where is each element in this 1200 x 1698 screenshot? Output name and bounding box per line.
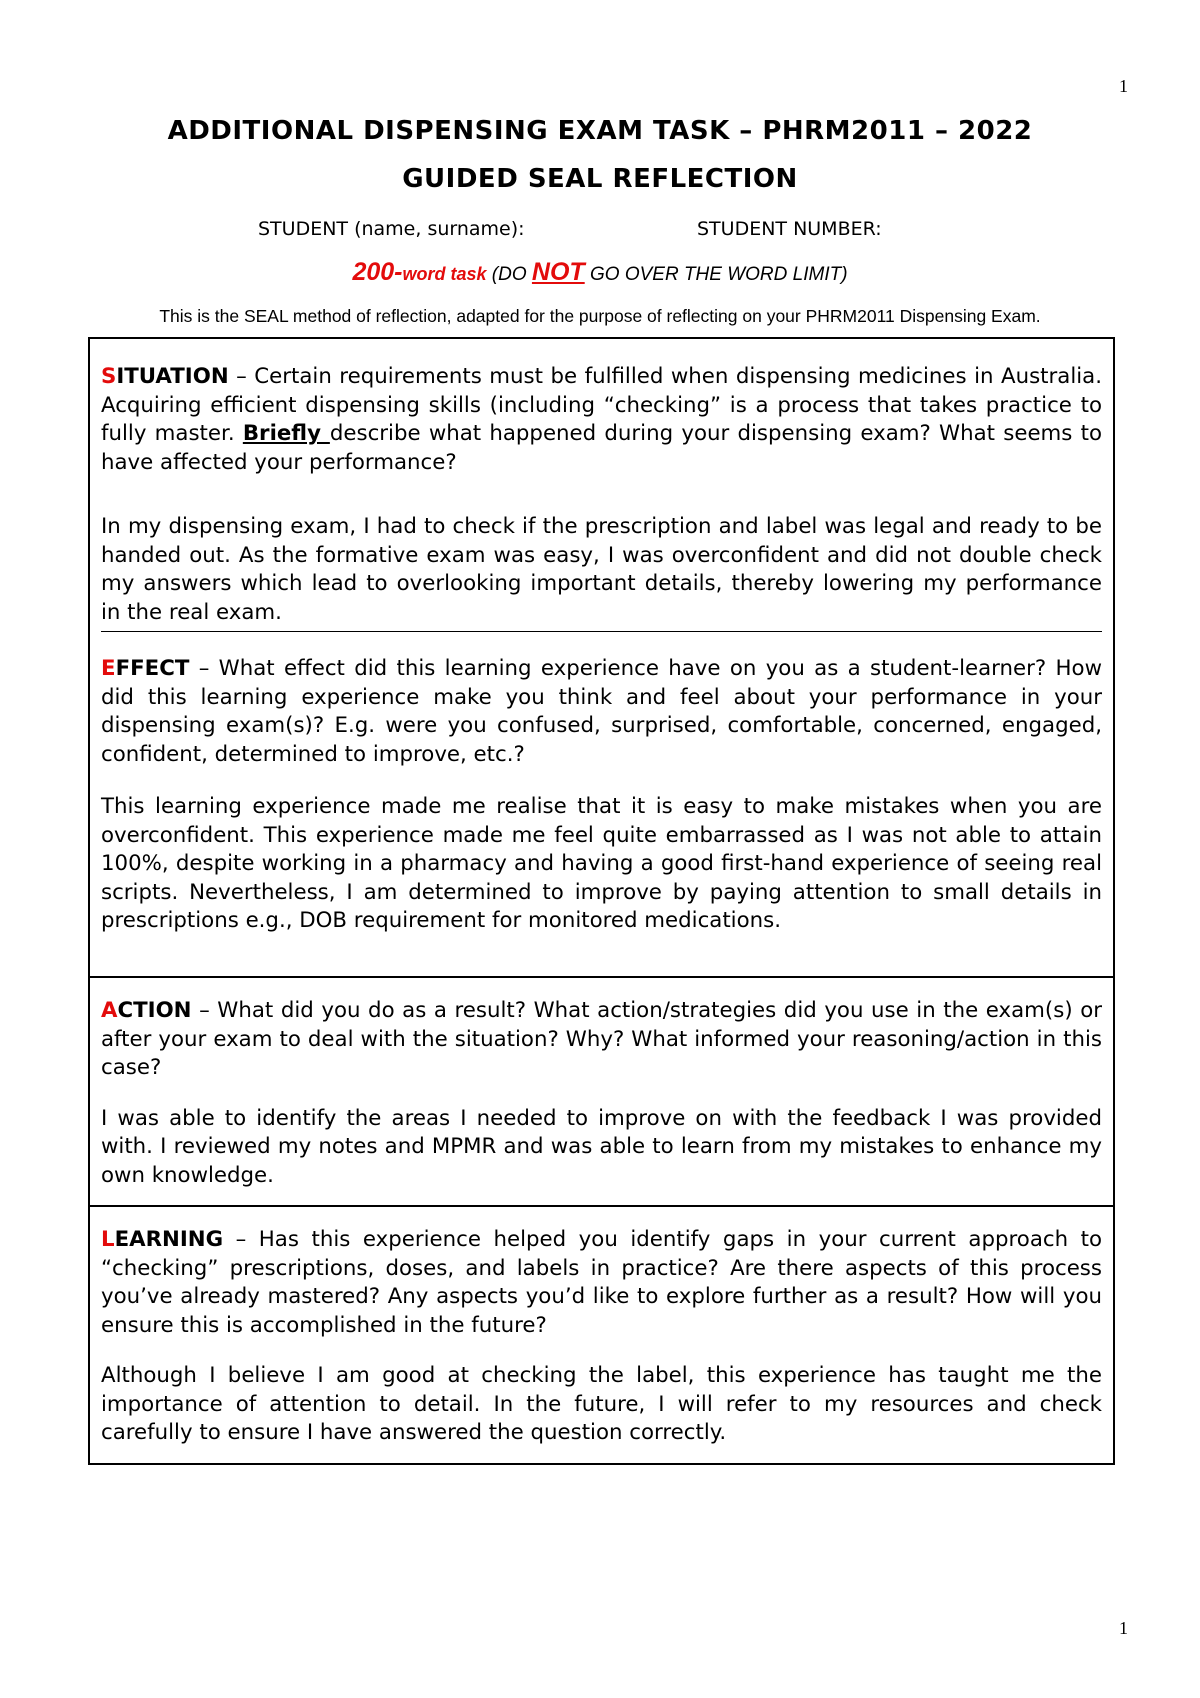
situation-prompt — [101, 363, 1102, 477]
page-number-bottom: 1 — [1119, 1618, 1128, 1638]
word-limit-instruction — [0, 258, 1200, 287]
learning-answer: Although I believe I am good at checking the label, this experience has taught me the importance of attention to detail. In the future, I will refer to my resources and check carefully to ensure I have answered the question correctly. — [101, 1363, 1102, 1445]
action-answer: I was able to identify the areas I needed to improve on with the feedback I was provided with. I reviewed my notes and MPMR and was able to learn from my mistakes to enhance my own knowledge. — [101, 1105, 1102, 1188]
effect-divider — [90, 976, 1113, 978]
section-action — [90, 997, 1113, 1190]
effect-answer: This learning experience made me realise that it is easy to make mistakes when you are overconfident. This experience made me feel quite embarrassed as I was not able to attain 100%, despite working in a pharmacy and having a good first-hand experience of seeing real scripts. Nevertheless, I am determined to improve by paying attention to small details in prescriptions e.g., DOB requirement for monitored medications. — [101, 794, 1102, 933]
learning-prompt-text: – Has this experience helped you identify gaps in your current approach to “checking” prescriptions, doses, and labels in practice? Are there aspects of this process you’ve already mastered? Any aspects you’d like to explore further as a result? How will you ensure this is accomplished in the future? — [101, 1227, 1102, 1338]
section-learning — [90, 1226, 1113, 1448]
action-prompt-text: – What did you do as a result? What action/strategies did you use in the exam(s) or after your exam to deal with the situation? Why? What informed your reasoning/action in this case? — [101, 998, 1102, 1080]
action-letter: A — [101, 998, 118, 1023]
word-task-label: word task — [402, 264, 487, 284]
word-limit-not: NOT — [531, 258, 585, 286]
learning-prompt — [101, 1226, 1102, 1340]
situation-divider — [101, 631, 1102, 632]
word-limit-open: (DO — [486, 264, 532, 285]
action-prompt — [101, 997, 1102, 1083]
intro-text: This is the SEAL method of reflection, adapted for the purpose of reflecting on your PHRM2011 Dispensing Exam. — [159, 306, 1041, 326]
seal-reflection-table — [88, 337, 1115, 1465]
section-effect — [90, 655, 1113, 936]
student-name-label: STUDENT (name, surname): — [258, 218, 525, 240]
learning-letter: L — [101, 1227, 115, 1252]
situation-letter: S — [101, 364, 117, 389]
situation-answer: In my dispensing exam, I had to check if the prescription and label was legal and ready to be handed out. As the formative exam was easy, I was overconfident and did not double check my answers which lead to overlooking important details, thereby lowering my performance in the real exam. — [101, 514, 1102, 625]
word-count: 200- — [352, 258, 403, 286]
section-situation — [90, 363, 1113, 627]
situation-prompt-b: describe what happened during your dispensing exam? What seems to have affected your performance? — [101, 421, 1103, 475]
student-number-label: STUDENT NUMBER: — [697, 218, 882, 240]
document-subtitle: GUIDED SEAL REFLECTION — [402, 164, 798, 194]
effect-prompt-text: – What effect did this learning experience have on you as a student-learner? How did this learning experience make you think and feel about your performance in your dispensing exam(s)? E.g. were you confused, surprised, comfortable, concerned, engaged, confident, determined to improve, etc.? — [101, 656, 1102, 767]
situation-prompt-a: – Certain requirements must be fulfilled when dispensing medicines in Australia. Acquiring efficient dispensing skills (including “checking” is a process that takes practice to fully master. — [101, 364, 1102, 446]
action-heading: CTION — [117, 998, 192, 1023]
page-number-top: 1 — [1119, 76, 1128, 96]
action-divider — [90, 1205, 1113, 1207]
word-limit-rest: GO OVER THE WORD LIMIT) — [584, 264, 848, 285]
situation-prompt-emphasis: Briefly — [242, 421, 330, 446]
effect-heading: FFECT — [115, 656, 190, 681]
learning-heading: EARNING — [114, 1227, 224, 1252]
effect-letter: E — [101, 656, 116, 681]
effect-prompt — [101, 655, 1102, 769]
document-title: ADDITIONAL DISPENSING EXAM TASK – PHRM2011 – 2022 — [167, 116, 1033, 146]
situation-heading: ITUATION — [116, 364, 229, 389]
